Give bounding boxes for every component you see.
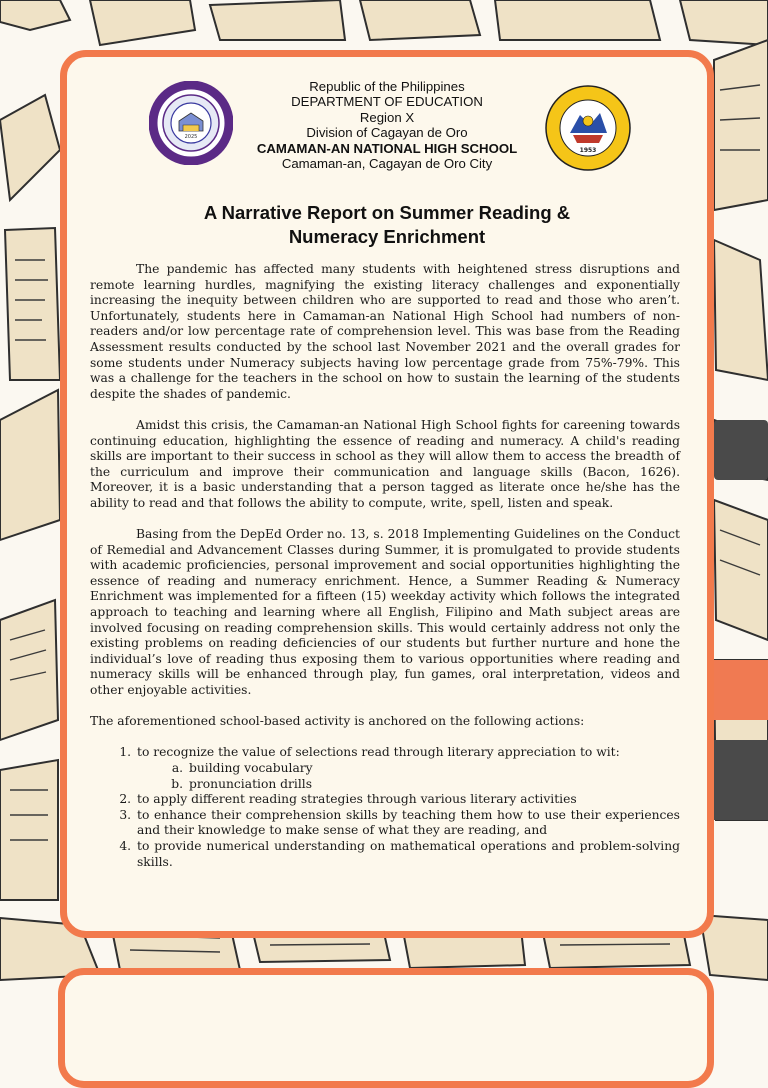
header-region: Region X: [359, 109, 415, 125]
report-title: [67, 201, 707, 249]
sub-item-a: a. building vocabulary: [187, 761, 680, 777]
action-item-4: 4. to provide numerical understanding on mathematical operations and problem-solving skills.: [135, 839, 680, 870]
action-item-1: [135, 745, 680, 792]
letterhead: [67, 79, 707, 171]
list-intro: The aforementioned school-based activity is anchored on the following actions:: [90, 714, 585, 729]
actions-list: [90, 745, 680, 870]
header-school-name: CAMAMAN-AN NATIONAL HIGH SCHOOL: [256, 140, 518, 156]
paragraph-2: Amidst this crisis, the Camaman-an National High School fights for careening towards continuing education, highlighting the essence of reading and numeracy. A child's reading skills are important to their success in school as they will allow them to access the breadth of the curriculum and improve their communication and language skills (Bacon, 1626). Moreover, it is a basic understanding that a person tagged as literate once he/she has the ability to read and that follows the ability to compute, write, spell, listen and speak.: [90, 417, 680, 510]
action-item-2: 2. to apply different reading strategies through various literary activities: [135, 792, 680, 808]
report-card: [60, 50, 714, 938]
next-page-card: [58, 968, 714, 1088]
left-logo-year: 2025: [184, 134, 198, 140]
right-logo-year: 1953: [579, 147, 597, 154]
action-item-1-text: to recognize the value of selections read through literary appreciation to wit:: [137, 745, 620, 760]
header-division: Division of Cagayan de Oro: [306, 125, 468, 141]
paragraph-3: Basing from the DepEd Order no. 13, s. 2018 Implementing Guidelines on the Conduct of Remedial and Advancement Classes during Summer, it is promulgated to provide students with academic proficiencies, personal improvement and social opportunities highlighting the essence of reading and numeracy enrichment. Hence, a Summer Reading & Numeracy Enrichment was implemented for a fifteen (15) weekday activity which follows the integrated approach to teaching and learning where all English, Filipino and Math subject areas are involved focusing on reading comprehension skills. This would certainly address not only the existing problems on reading deficiencies of our students but further nurture and hone the individual’s love of reading thus exposing them to various opportunities where reading and numeracy skills will be enhanced through play, fun games, oral interpretation, videos and other enjoyable activities.: [90, 527, 680, 698]
header-republic: Republic of the Philippines: [309, 79, 465, 94]
sub-item-b: b. pronunciation drills: [187, 777, 680, 793]
title-line-2: Numeracy Enrichment: [288, 226, 486, 247]
header-address: Camaman-an, Cagayan de Oro City: [281, 156, 493, 172]
action-item-1-sublist: [137, 761, 680, 792]
header-department: DEPARTMENT OF EDUCATION: [291, 94, 483, 110]
paragraph-1: The pandemic has affected many students with heightened stress disruptions and remote learning hurdles, magnifying the existing literacy challenges and exponentially increasing the inequity between children who are supported to read and those who aren’t. Unfortunately, students here in Camaman-an National High School had numbers of non-readers and/or low percentage rate of comprehension level. This was base from the Reading Assessment results conducted by the school last November 2021 and the overall grades for some students under Numeracy subjects having low percentage grade from 75%-79%. This was a challenge for the teachers in the school on how to sustain the learning of the students despite the shades of pandemic.: [90, 262, 680, 401]
report-body: [90, 262, 680, 870]
title-line-1: A Narrative Report on Summer Reading &: [203, 202, 571, 223]
action-item-3: 3. to enhance their comprehension skills by teaching them how to use their experiences and their knowledge to make sense of what they are reading, and: [135, 808, 680, 839]
